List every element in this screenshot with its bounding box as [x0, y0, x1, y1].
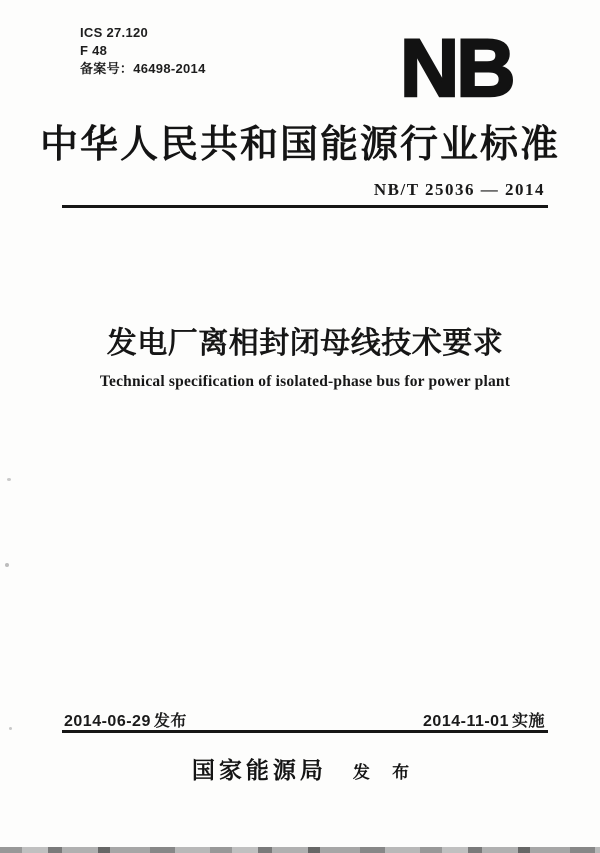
issue-label: 发布: [153, 713, 187, 730]
footer-rule: [62, 730, 548, 733]
scan-speck: [7, 478, 11, 481]
document-class-code: F 48: [80, 43, 108, 58]
footer-dates-row: [64, 708, 545, 731]
document-title: 发电厂离相封闭母线技术要求: [106, 327, 504, 360]
issue-date-group: [64, 708, 187, 731]
publisher-row: [62, 752, 548, 785]
document-title-english: Technical specification of isolated-phase bus for power plant: [99, 373, 511, 390]
scan-speck: [9, 727, 12, 730]
record-number: 备案号：46498-2014: [80, 61, 206, 76]
implement-date-group: [423, 708, 545, 731]
issue-date: 2014-06-29: [64, 713, 151, 730]
classification-block: [80, 24, 206, 78]
implement-label: 实施: [511, 713, 545, 730]
standard-number: NB/T 25036 — 2014: [373, 180, 545, 199]
nb-logo: NB: [400, 23, 513, 114]
header-rule: [62, 205, 548, 208]
ics-code: ICS 27.120: [80, 25, 149, 40]
implement-date: 2014-11-01: [423, 713, 509, 730]
publish-label: 发 布: [352, 763, 419, 782]
standard-series-title: 中华人民共和国能源行业标准: [39, 124, 560, 166]
scan-speck: [5, 563, 9, 567]
scan-edge-artifact: [0, 847, 600, 853]
publisher-name: 国家能源局: [191, 758, 327, 783]
